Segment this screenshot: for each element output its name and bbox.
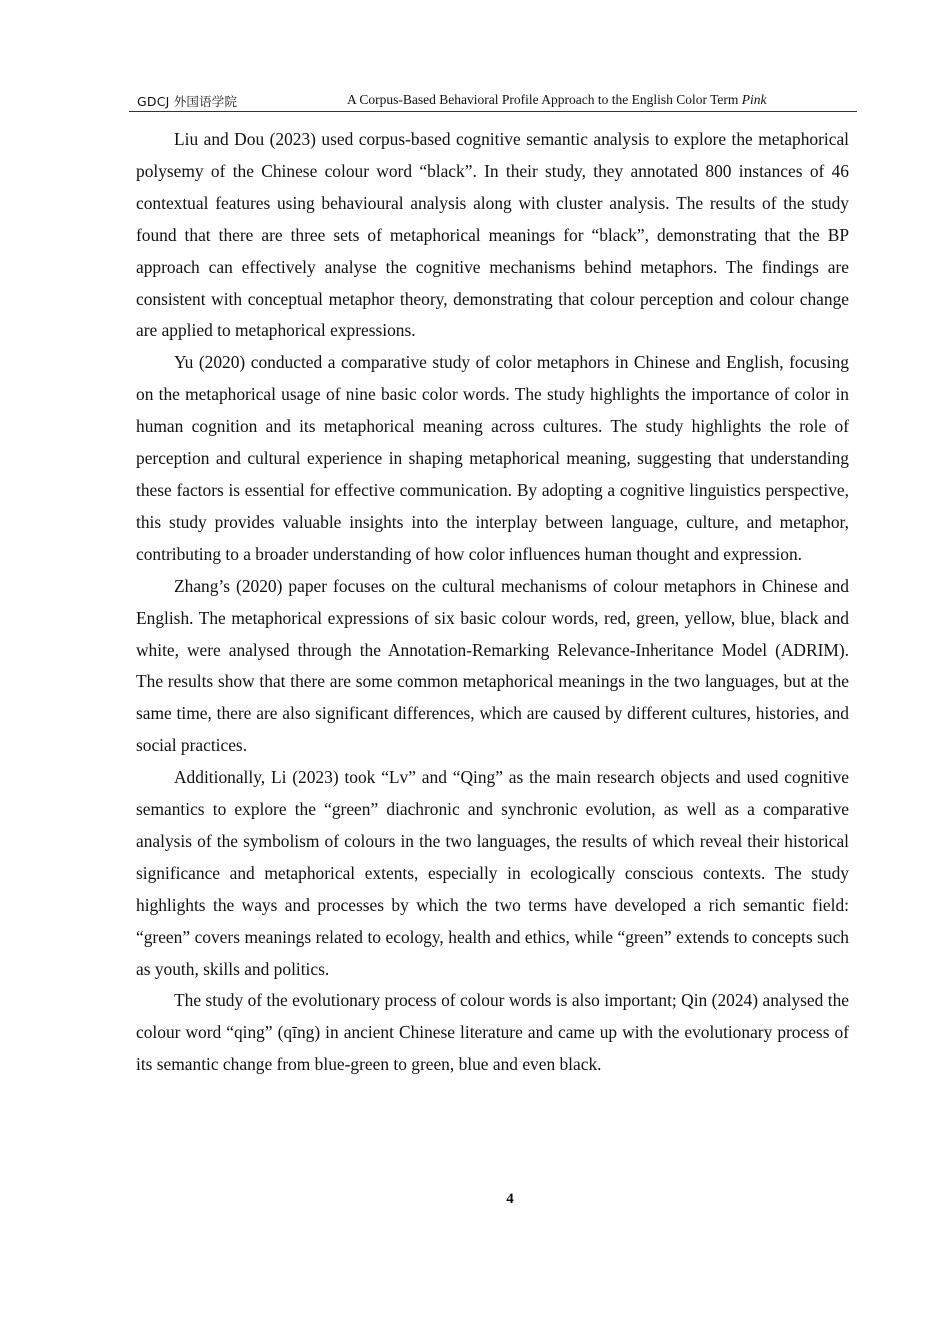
- page-number: 4: [506, 1191, 514, 1207]
- header-title-main: A Corpus-Based Behavioral Profile Approach to the English Color Term: [347, 92, 742, 107]
- paragraph-zhang: Zhang’s (2020) paper focuses on the cultural mechanisms of colour metaphors in Chinese and English. The metaphorical expressions of six basic colour words, red, green, yellow, blue, black and white, were analysed through the Annotation-Remarking Relevance-Inheritance Model (ADRIM). The results show that there are some common metaphorical meanings in the two languages, but at the same time, there are also significant differences, which are caused by different cultures, histories, and social practices.: [136, 575, 849, 756]
- paragraph-qin: The study of the evolutionary process of colour words is also important; Qin (2024) analysed the colour word “qing” (qīng) in ancient Chinese literature and came up with the evolutionary process of its semantic change from blue-green to green, blue and even black.: [136, 990, 849, 1075]
- paragraph-li: Additionally, Li (2023) took “Lv” and “Qing” as the main research objects and used cognitive semantics to explore the “green” diachronic and synchronic evolution, as well as a comparative analysis of the symbolism of colours in the two languages, the results of which reveal their historical significance and metaphorical extents, especially in ecologically conscious contexts. The study highlights the ways and processes by which the two terms have developed a rich semantic field: “green” covers meanings related to ecology, health and ethics, while “green” extends to concepts such as youth, skills and politics.: [136, 767, 849, 979]
- paragraph-yu: Yu (2020) conducted a comparative study of color metaphors in Chinese and English, focusing on the metaphorical usage of nine basic color words. The study highlights the importance of color in human cognition and its metaphorical meaning across cultures. The study highlights the role of perception and cultural experience in shaping metaphorical meaning, suggesting that understanding these factors is essential for effective communication. By adopting a cognitive linguistics perspective, this study provides valuable insights into the interplay between language, culture, and metaphor, contributing to a broader understanding of how color influences human thought and expression.: [136, 352, 849, 564]
- body-text: [136, 124, 849, 1081]
- running-header: [129, 91, 857, 112]
- header-institution: GDCJ 外国语学院: [137, 94, 238, 109]
- header-title-italic: Pink: [741, 92, 767, 107]
- paragraph-liu-dou: Liu and Dou (2023) used corpus-based cognitive semantic analysis to explore the metaphorical polysemy of the Chinese colour word “black”. In their study, they annotated 800 instances of 46 contextual features using behavioural analysis along with cluster analysis. The results of the study found that there are three sets of metaphorical meanings for “black”, demonstrating that the BP approach can effectively analyse the cognitive mechanisms behind metaphors. The findings are consistent with conceptual metaphor theory, demonstrating that colour perception and colour change are applied to metaphorical expressions.: [136, 129, 849, 341]
- header-title: [347, 92, 767, 108]
